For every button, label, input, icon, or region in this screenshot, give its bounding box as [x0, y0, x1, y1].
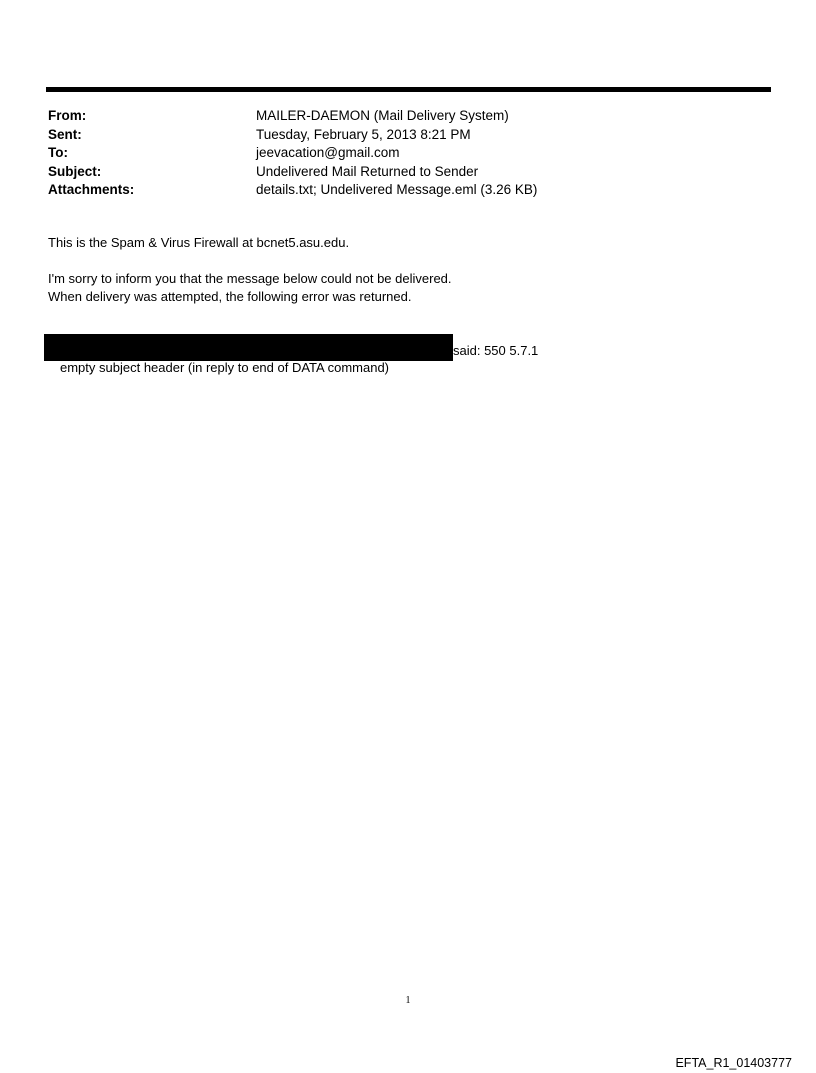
header-row-attachments — [48, 181, 748, 200]
header-row-to — [48, 144, 748, 163]
from-label: From: — [48, 108, 87, 123]
to-label: To: — [48, 145, 68, 160]
header-row-sent — [48, 126, 748, 145]
body-attempt-line: When delivery was attempted, the following error was returned. — [48, 289, 412, 304]
attachments-label: Attachments: — [48, 182, 135, 197]
body-sorry-line: I'm sorry to inform you that the message below could not be delivered. — [48, 271, 452, 286]
header-divider — [46, 87, 771, 92]
page-number: 1 — [405, 995, 411, 1006]
subject-value: Undelivered Mail Returned to Sender — [256, 163, 479, 179]
sent-label: Sent: — [48, 126, 82, 142]
error-detail-text: empty subject header (in reply to end of DATA command) — [60, 360, 390, 375]
email-header-block — [48, 107, 748, 200]
error-said-text: said: 550 5.7.1 — [453, 343, 539, 358]
redaction-bar — [44, 334, 453, 361]
header-row-subject — [48, 163, 748, 182]
sent-value: Tuesday, February 5, 2013 8:21 PM — [256, 126, 471, 142]
to-value: jeevacation@gmail.com — [256, 145, 400, 160]
header-row-from — [48, 107, 748, 126]
attachments-value: details.txt; Undelivered Message.eml (3.26 KB) — [256, 182, 538, 197]
body-intro: This is the Spam & Virus Firewall at bcnet5.asu.edu. — [48, 235, 350, 250]
subject-label: Subject: — [48, 163, 102, 179]
from-value: MAILER-DAEMON (Mail Delivery System) — [256, 108, 509, 123]
document-id: EFTA_R1_01403777 — [675, 1056, 792, 1070]
